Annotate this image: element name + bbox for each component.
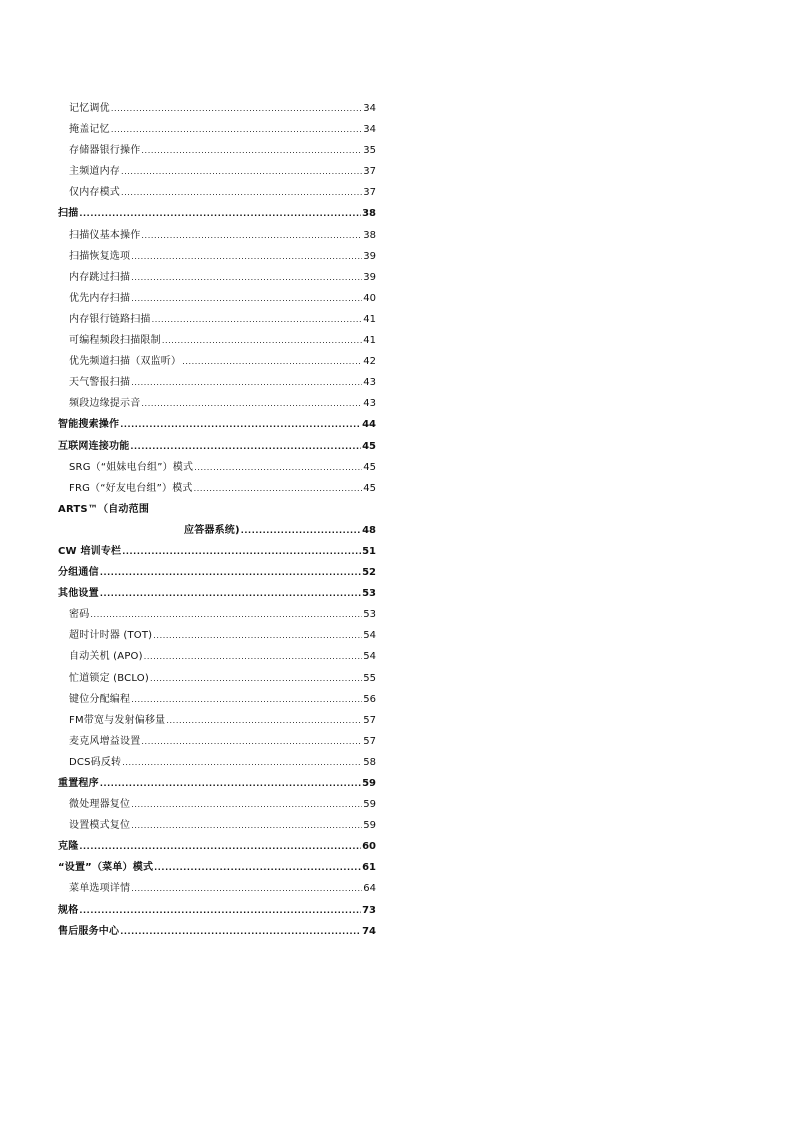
toc-leader-dots: [100, 562, 361, 583]
toc-section[interactable]: [58, 583, 376, 604]
toc-section[interactable]: [58, 857, 376, 878]
toc-leader-dots: [120, 921, 361, 942]
toc-leader-dots: [130, 436, 361, 457]
toc-entry-title: 自动关机 (APO): [69, 651, 143, 663]
toc-section-title: ARTS™（自动范围: [58, 503, 150, 515]
toc-entry[interactable]: [58, 309, 376, 330]
toc-leader-dots: [122, 541, 361, 562]
toc-leader-dots: [153, 625, 362, 646]
toc-entry-page: 59: [363, 820, 376, 832]
toc-section-page: 51: [362, 545, 376, 557]
toc-entry-title: DCS码反转: [69, 756, 122, 768]
toc-entry[interactable]: [58, 161, 376, 182]
toc-entry[interactable]: [58, 182, 376, 203]
toc-entry-page: 59: [363, 799, 376, 811]
toc-leader-dots: [131, 815, 362, 836]
toc-section-page: 53: [362, 588, 376, 600]
toc-section[interactable]: [58, 541, 376, 562]
toc-leader-dots: [79, 836, 361, 857]
toc-entry-page: 43: [363, 398, 376, 410]
toc-section-page: 61: [362, 862, 376, 874]
toc-leader-dots: [141, 140, 362, 161]
toc-section[interactable]: [58, 436, 376, 457]
toc-entry-title: 优先内存扫描: [69, 292, 131, 304]
toc-leader-dots: [162, 330, 362, 351]
toc-section-page: 73: [362, 904, 376, 916]
toc-entry-title: 键位分配编程: [69, 693, 131, 705]
toc-entry-page: 57: [363, 735, 376, 747]
toc-entry[interactable]: [58, 604, 376, 625]
toc-leader-dots: [111, 98, 362, 119]
toc-section-title: 其他设置: [58, 588, 99, 600]
toc-entry-title: 超时计时器 (TOT): [69, 630, 153, 642]
toc-entry[interactable]: [58, 710, 376, 731]
toc-entry-title: FM带宽与发射偏移量: [69, 714, 166, 726]
toc-leader-dots: [122, 752, 362, 773]
toc-section-title: 互联网连接功能: [58, 440, 130, 452]
table-of-contents: [58, 98, 376, 942]
toc-entry-page: 34: [363, 103, 376, 114]
toc-entry-title: FRG（“好友电台组”）模式: [69, 482, 193, 494]
toc-entry-title: 内存跳过扫描: [69, 271, 131, 283]
toc-entry[interactable]: [58, 267, 376, 288]
toc-entry[interactable]: [58, 731, 376, 752]
toc-section[interactable]: [58, 499, 376, 520]
toc-entry-title: 记忆调优: [69, 103, 110, 114]
toc-entry[interactable]: [58, 752, 376, 773]
toc-leader-dots: [79, 203, 361, 224]
toc-entry-page: 37: [363, 166, 376, 178]
toc-entry-page: 45: [363, 461, 376, 473]
toc-leader-dots: [100, 773, 361, 794]
toc-section-title: 重置程序: [58, 778, 99, 789]
toc-section-title: “设置”（菜单）模式: [58, 862, 154, 874]
toc-entry-title: 扫描恢复选项: [69, 250, 131, 262]
toc-section-page: 74: [362, 925, 376, 937]
toc-leader-dots: [121, 161, 362, 182]
toc-entry-page: 41: [363, 335, 376, 347]
toc-leader-dots: [154, 857, 361, 878]
toc-entry-page: 35: [363, 145, 376, 157]
toc-leader-dots: [111, 119, 362, 140]
toc-section[interactable]: [58, 414, 376, 435]
toc-entry[interactable]: [58, 98, 376, 119]
toc-section[interactable]: [58, 900, 376, 921]
toc-leader-dots: [182, 351, 362, 372]
toc-entry-title: 微处理器复位: [69, 799, 131, 811]
toc-section[interactable]: [58, 773, 376, 794]
toc-entry[interactable]: [58, 119, 376, 140]
toc-leader-dots: [121, 182, 362, 203]
toc-section-continued[interactable]: [58, 520, 376, 541]
toc-entry[interactable]: [58, 351, 376, 372]
toc-section[interactable]: [58, 562, 376, 583]
toc-entry-title: 优先频道扫描（双监听）: [69, 356, 182, 368]
toc-leader-dots: [131, 267, 362, 288]
toc-section-page: 38: [362, 208, 376, 220]
toc-entry-title: 掩盖记忆: [69, 124, 110, 136]
toc-section[interactable]: [58, 836, 376, 857]
toc-section[interactable]: [58, 203, 376, 224]
toc-section[interactable]: [58, 921, 376, 942]
toc-leader-dots: [131, 794, 362, 815]
toc-section-page: 44: [362, 419, 376, 431]
toc-leader-dots: [166, 710, 362, 731]
toc-leader-dots: [194, 478, 363, 499]
toc-entry-title: 内存银行链路扫描: [69, 313, 151, 325]
toc-leader-dots: [144, 646, 363, 667]
toc-section-title: 智能搜索操作: [58, 419, 120, 431]
toc-entry[interactable]: [58, 689, 376, 710]
toc-leader-dots: [241, 520, 361, 541]
toc-entry[interactable]: [58, 794, 376, 815]
toc-entry[interactable]: [58, 668, 376, 689]
toc-entry[interactable]: [58, 478, 376, 499]
toc-leader-dots: [131, 246, 362, 267]
toc-section-page: 59: [362, 778, 376, 789]
toc-entry[interactable]: [58, 457, 376, 478]
toc-leader-dots: [152, 309, 363, 330]
toc-entry-page: 58: [363, 756, 376, 768]
toc-entry-page: 57: [363, 714, 376, 726]
toc-leader-dots: [120, 414, 361, 435]
toc-section-title: 扫描: [58, 208, 79, 220]
toc-entry-page: 42: [363, 356, 376, 368]
toc-entry[interactable]: [58, 246, 376, 267]
toc-entry-page: 40: [363, 292, 376, 304]
toc-entry-page: 43: [363, 377, 376, 389]
toc-leader-dots: [141, 393, 362, 414]
toc-leader-dots: [141, 225, 362, 246]
toc-leader-dots: [194, 457, 362, 478]
toc-entry-page: 54: [363, 630, 376, 642]
toc-leader-dots: [131, 878, 362, 899]
toc-entry[interactable]: [58, 878, 376, 899]
toc-entry-title: 忙道锁定 (BCLO): [69, 672, 149, 684]
toc-entry-page: 39: [363, 271, 376, 283]
toc-leader-dots: [131, 689, 362, 710]
toc-entry[interactable]: [58, 140, 376, 161]
toc-leader-dots: [90, 604, 362, 625]
toc-entry-page: 37: [363, 187, 376, 199]
toc-leader-dots: [131, 372, 362, 393]
toc-entry-page: 41: [363, 313, 376, 325]
toc-section-page: 60: [362, 841, 376, 853]
toc-entry[interactable]: [58, 815, 376, 836]
toc-leader-dots: [150, 668, 362, 689]
toc-entry[interactable]: [58, 646, 376, 667]
toc-entry[interactable]: [58, 372, 376, 393]
toc-section-title: 应答器系统): [184, 524, 240, 536]
toc-section-title: 克隆: [58, 841, 79, 853]
toc-section-title: 售后服务中心: [58, 925, 120, 937]
toc-leader-dots: [131, 288, 362, 309]
toc-entry[interactable]: [58, 330, 376, 351]
toc-entry-title: 麦克风增益设置: [69, 735, 141, 747]
toc-entry-title: 存储器银行操作: [69, 145, 141, 157]
toc-entry-page: 64: [363, 883, 376, 895]
toc-entry[interactable]: [58, 393, 376, 414]
toc-entry-title: 密码: [69, 609, 90, 621]
toc-entry-title: 仅内存模式: [69, 187, 120, 199]
toc-entry-page: 34: [363, 124, 376, 136]
toc-entry[interactable]: [58, 225, 376, 246]
toc-entry-title: 天气警报扫描: [69, 377, 131, 389]
toc-section-page: 48: [362, 524, 376, 536]
toc-section-title: 规格: [58, 904, 79, 916]
toc-entry-page: 53: [363, 609, 376, 621]
toc-leader-dots: [141, 731, 362, 752]
toc-entry-title: 扫描仪基本操作: [69, 229, 141, 241]
toc-entry-page: 55: [363, 672, 376, 684]
toc-entry-page: 45: [363, 482, 376, 494]
toc-entry-title: 可编程频段扫描限制: [69, 335, 161, 347]
toc-section-page: 52: [362, 567, 376, 579]
toc-entry-title: 菜单选项详情: [69, 883, 131, 895]
toc-entry[interactable]: [58, 625, 376, 646]
toc-entry-title: SRG（“姐妹电台组”）模式: [69, 461, 194, 473]
toc-entry-page: 54: [363, 651, 376, 663]
toc-leader-dots: [79, 900, 361, 921]
toc-entry-page: 56: [363, 693, 376, 705]
toc-entry-title: 设置模式复位: [69, 820, 131, 832]
toc-entry-title: 主频道内存: [69, 166, 120, 178]
toc-section-page: 45: [362, 440, 376, 452]
toc-entry-page: 38: [363, 229, 376, 241]
toc-entry[interactable]: [58, 288, 376, 309]
toc-section-title: 分组通信: [58, 567, 99, 579]
toc-section-title: CW 培训专栏: [58, 545, 122, 557]
toc-leader-dots: [100, 583, 361, 604]
toc-entry-page: 39: [363, 250, 376, 262]
toc-entry-title: 频段边缘提示音: [69, 398, 141, 410]
